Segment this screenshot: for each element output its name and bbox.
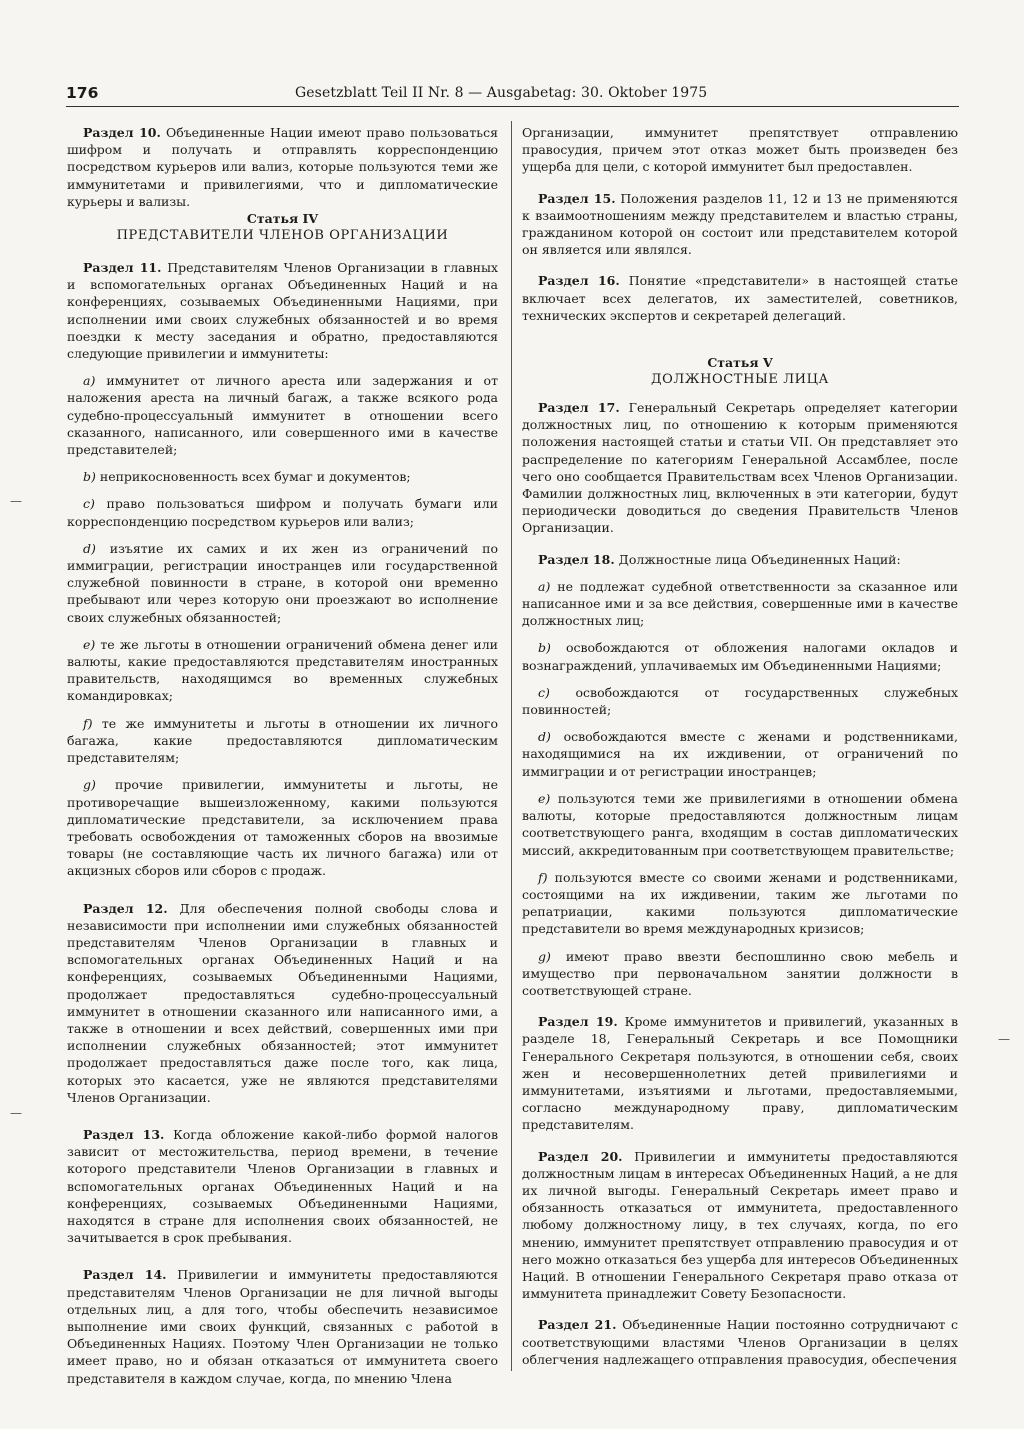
section-text: Объединенные Нации постоянно сотрудничают с соответствующими властями Членов Организации в целях облегчения надлежащего отправления правосудия, обеспечения <box>522 1317 958 1367</box>
section-text: Привилегии и иммунитеты предоставляются представителям Членов Организации не для личной выгоды отдельных лиц, а для того, чтобы обеспечить независимое выполнение ими своих функций, связанных с работой в Объединенных Нациях. Поэтому Член Организации не только имеет право, но и обязан отказаться от иммунитета своего представителя в каждом случае, когда, по мнению Члена <box>67 1267 498 1386</box>
section-text: Объединенные Нации имеют право пользоваться шифром и получать и отправлять корреспонденцию посредством курьеров или вализ, которые пользуются теми же иммунитетами и привилегиями, что и дипломатические курьеры и вализы. <box>67 125 498 209</box>
section-21 <box>522 1316 958 1368</box>
item-text: те же иммунитеты и льготы в отношении их личного багажа, какие предоставляются дипломатическим представителям; <box>67 715 498 766</box>
scan-margin-mark: — <box>10 494 22 508</box>
article-5-title: Статья V <box>707 355 773 371</box>
item-text: прочие привилегии, иммунитеты и льготы, не противоречащие вышеизложенному, какими пользуются дипломатические представители, за исключением права требовать освобождения от таможенных сборов на ввозимые товары (не составляющие часть их личного багажа) или от акцизных сборов или сборов с продаж. <box>67 777 498 879</box>
section-13 <box>67 1126 498 1246</box>
item-letter: a) <box>83 373 96 389</box>
section-number: Раздел 15. <box>538 190 616 206</box>
section-18 <box>522 551 958 568</box>
section-text: Генеральный Секретарь определяет категории должностных лиц, по отношению к которым применяются положения настоящей статьи и статьи VII. Он представляет это распределение по категориям Генеральной Ассамблее, после чего оно сообщается Правительствам всех Членов Организации. Фамилии должностных лиц, включенных в эти категории, будут периодически доводиться до сведения Правительств Членов Организации. <box>522 400 958 536</box>
section-14-continued: Организации, иммунитет препятствует отправлению правосудия, причем этот отказ может быть произведен без ущерба для цели, с которой иммунитет был предоставлен. <box>522 125 958 175</box>
item-letter: d) <box>83 540 96 556</box>
item-text: пользуются теми же привилегиями в отношении обмена валюты, которые предоставляются должностным лицам соответствующего ранга, входящим в состав дипломатических миссий, аккредитованным при соответствующем правительстве; <box>522 790 958 858</box>
list-item <box>522 869 958 938</box>
item-letter: e) <box>538 790 551 806</box>
list-item <box>522 684 958 718</box>
list-item <box>67 776 498 879</box>
item-letter: f) <box>83 715 93 731</box>
section-number: Раздел 10. <box>83 125 161 140</box>
article-4-heading: ПРЕДСТАВИТЕЛИ ЧЛЕНОВ ОРГАНИЗАЦИИ <box>116 228 449 244</box>
item-text: не подлежат судебной ответственности за сказанное или написанное ими и за все действия, совершенные ими в качестве должностных лиц; <box>522 578 958 629</box>
list-item <box>67 636 498 705</box>
section-19 <box>522 1013 958 1133</box>
section-text: Когда обложение какой-либо формой налогов зависит от местожительства, период времени, в течение которого представители Членов Организации в главных и вспомогательных органах Объединенных Наций и на конференциях, созываемых Объединенными Нациями, находятся в стране для исполнения своих обязанностей, не зачитывается в срок пребывания. <box>67 1126 498 1246</box>
list-item <box>67 540 498 626</box>
scan-margin-mark: — <box>998 1032 1010 1046</box>
item-letter: d) <box>538 729 551 745</box>
section-11 <box>67 259 498 362</box>
section-text: Привилегии и иммунитеты предоставляются должностным лицам в интересах Объединенных Наций, а не для их личной выгоды. Генеральный Секретарь имеет право и обязанность отказаться от иммунитета, предоставленного любому должностному лицу, в тех случаях, когда, по его мнению, иммунитет препятствует отправлению правосудия и от него можно отказаться без ущерба для интересов Объединенных Наций. В отношении Генерального Секретаря право отказа от иммунитета принадлежит Совету Безопасности. <box>522 1148 958 1302</box>
section-10 <box>67 124 498 210</box>
section-number: Раздел 17. <box>538 400 620 416</box>
list-item <box>522 948 958 1000</box>
list-item <box>67 495 498 529</box>
section-12 <box>67 900 498 1106</box>
item-letter: b) <box>83 469 96 485</box>
item-text: изъятие их самих и их жен из ограничений по иммиграции, регистрации иностранцев или государственной служебной повинности в стране, в которой они временно пребывают или через которую они проезжают во исполнение своих служебных обязанностей; <box>67 540 498 625</box>
item-text: освобождаются вместе с женами и родственниками, находящимися на их иждивении, от ограничений по иммиграции и от регистрации иностранцев; <box>522 729 958 779</box>
right-column <box>522 124 958 1368</box>
section-text: Понятие «представители» в настоящей статье включает всех делегатов, их заместителей, советников, технических экспертов и секретарей делегаций. <box>522 273 958 323</box>
section-text: Должностные лица Объединенных Наций: <box>614 551 901 567</box>
list-item <box>67 468 498 485</box>
section-number: Раздел 16. <box>538 273 620 289</box>
item-letter: a) <box>538 578 551 594</box>
item-text: освобождаются от обложения налогами окладов и вознаграждений, уплачиваемых им Объединенными Нациями; <box>522 640 958 673</box>
list-item <box>67 372 498 458</box>
section-text: Положения разделов 11, 12 и 13 не применяются к взаимоотношениям между представителем и властью страны, гражданином которой он состоит или представителем которой он является или являлся. <box>522 190 958 258</box>
scan-margin-mark: — <box>10 1106 22 1120</box>
section-number: Раздел 12. <box>83 900 168 916</box>
item-letter: c) <box>83 496 95 512</box>
section-text: Для обеспечения полной свободы слова и независимости при исполнении ими служебных обязанностей представителям Членов Организации в главных и вспомогательных органах Объединенных Наций и на конференциях, созываемых Объединенными Нациями, продолжает предоставляться судебно-процессуальный иммунитет в отношении сказанного или написанного ими, а также в отношении и всех действий, совершенных ими при исполнении служебных обязанностей; этот иммунитет продолжает предоставляться даже после того, как лица, которых это касается, уже не являются представителями Членов Организации. <box>67 900 498 1105</box>
item-letter: b) <box>538 640 551 656</box>
item-text: имеют право ввезти беспошлинно свою мебель и имущество при первоначальном занятии должности в соответствующей стране. <box>522 948 958 998</box>
list-item <box>522 578 958 630</box>
item-letter: e) <box>83 636 96 652</box>
header-title: Gesetzblatt Teil II Nr. 8 — Ausgabetag: 30. Oktober 1975 <box>295 85 708 101</box>
left-column <box>67 124 498 1387</box>
list-item <box>522 728 958 780</box>
article-5-heading: ДОЛЖНОСТНЫЕ ЛИЦА <box>650 372 829 388</box>
section-text: Кроме иммунитетов и привилегий, указанных в разделе 18, Генеральный Секретарь и все Помощники Генерального Секретаря пользуются, в отношении себя, своих жен и несовершеннолетних детей привилегиями и иммунитетами, изъятиями и льготами, предоставляемыми, согласно международному праву, дипломатическим представителям. <box>522 1014 958 1133</box>
item-letter: g) <box>538 948 551 964</box>
item-text: те же льготы в отношении ограничений обмена денег или валюты, какие предоставляются представителям иностранных правительств, находящимся во временных служебных командировках; <box>67 636 498 704</box>
item-text: освобождаются от государственных служебных повинностей; <box>522 684 958 718</box>
list-item <box>522 790 958 859</box>
item-text: неприкосновенность всех бумаг и документов; <box>95 469 411 485</box>
list-item <box>67 715 498 767</box>
section-text: Представителям Членов Организации в главных и вспомогательных органах Объединенных Наций и на конференциях, созываемых Объединенными Нациями, при исполнении ими своих служебных обязанностей и во время поездки к месту заседания и обратно, предоставляются следующие привилегии и иммунитеты: <box>67 260 498 362</box>
page-header <box>66 84 958 106</box>
section-17 <box>522 399 958 537</box>
section-number: Раздел 19. <box>538 1014 618 1030</box>
section-number: Раздел 14. <box>83 1267 167 1283</box>
header-rule <box>66 106 959 107</box>
section-number: Раздел 20. <box>538 1148 623 1164</box>
column-divider <box>511 121 512 1371</box>
item-text: иммунитет от личного ареста или задержания и от наложения ареста на личный багаж, а также всякого рода судебно-процессуальный иммунитет в отношении всего сказанного, написанного, или совершенного ими в качестве представителей; <box>67 373 498 458</box>
section-20 <box>522 1148 958 1303</box>
list-item <box>522 639 958 673</box>
item-letter: f) <box>538 869 548 885</box>
section-number: Раздел 13. <box>83 1126 165 1142</box>
section-16 <box>522 272 958 324</box>
section-number: Раздел 18. <box>538 551 615 567</box>
page-number: 176 <box>66 84 99 102</box>
item-text: пользуются вместе со своими женами и родственниками, состоящими на их иждивении, таким же льготами по репатриации, какими пользуются дипломатические представители во время международных кризисов; <box>522 869 958 937</box>
section-number: Раздел 11. <box>83 260 162 276</box>
item-letter: c) <box>538 684 550 700</box>
section-15 <box>522 190 958 259</box>
article-4-title: Статья IV <box>246 211 319 227</box>
section-number: Раздел 21. <box>538 1317 617 1333</box>
item-letter: g) <box>83 777 96 793</box>
section-14 <box>67 1266 498 1386</box>
item-text: право пользоваться шифром и получать бумаги или корреспонденцию посредством курьеров или вализ; <box>67 496 498 529</box>
